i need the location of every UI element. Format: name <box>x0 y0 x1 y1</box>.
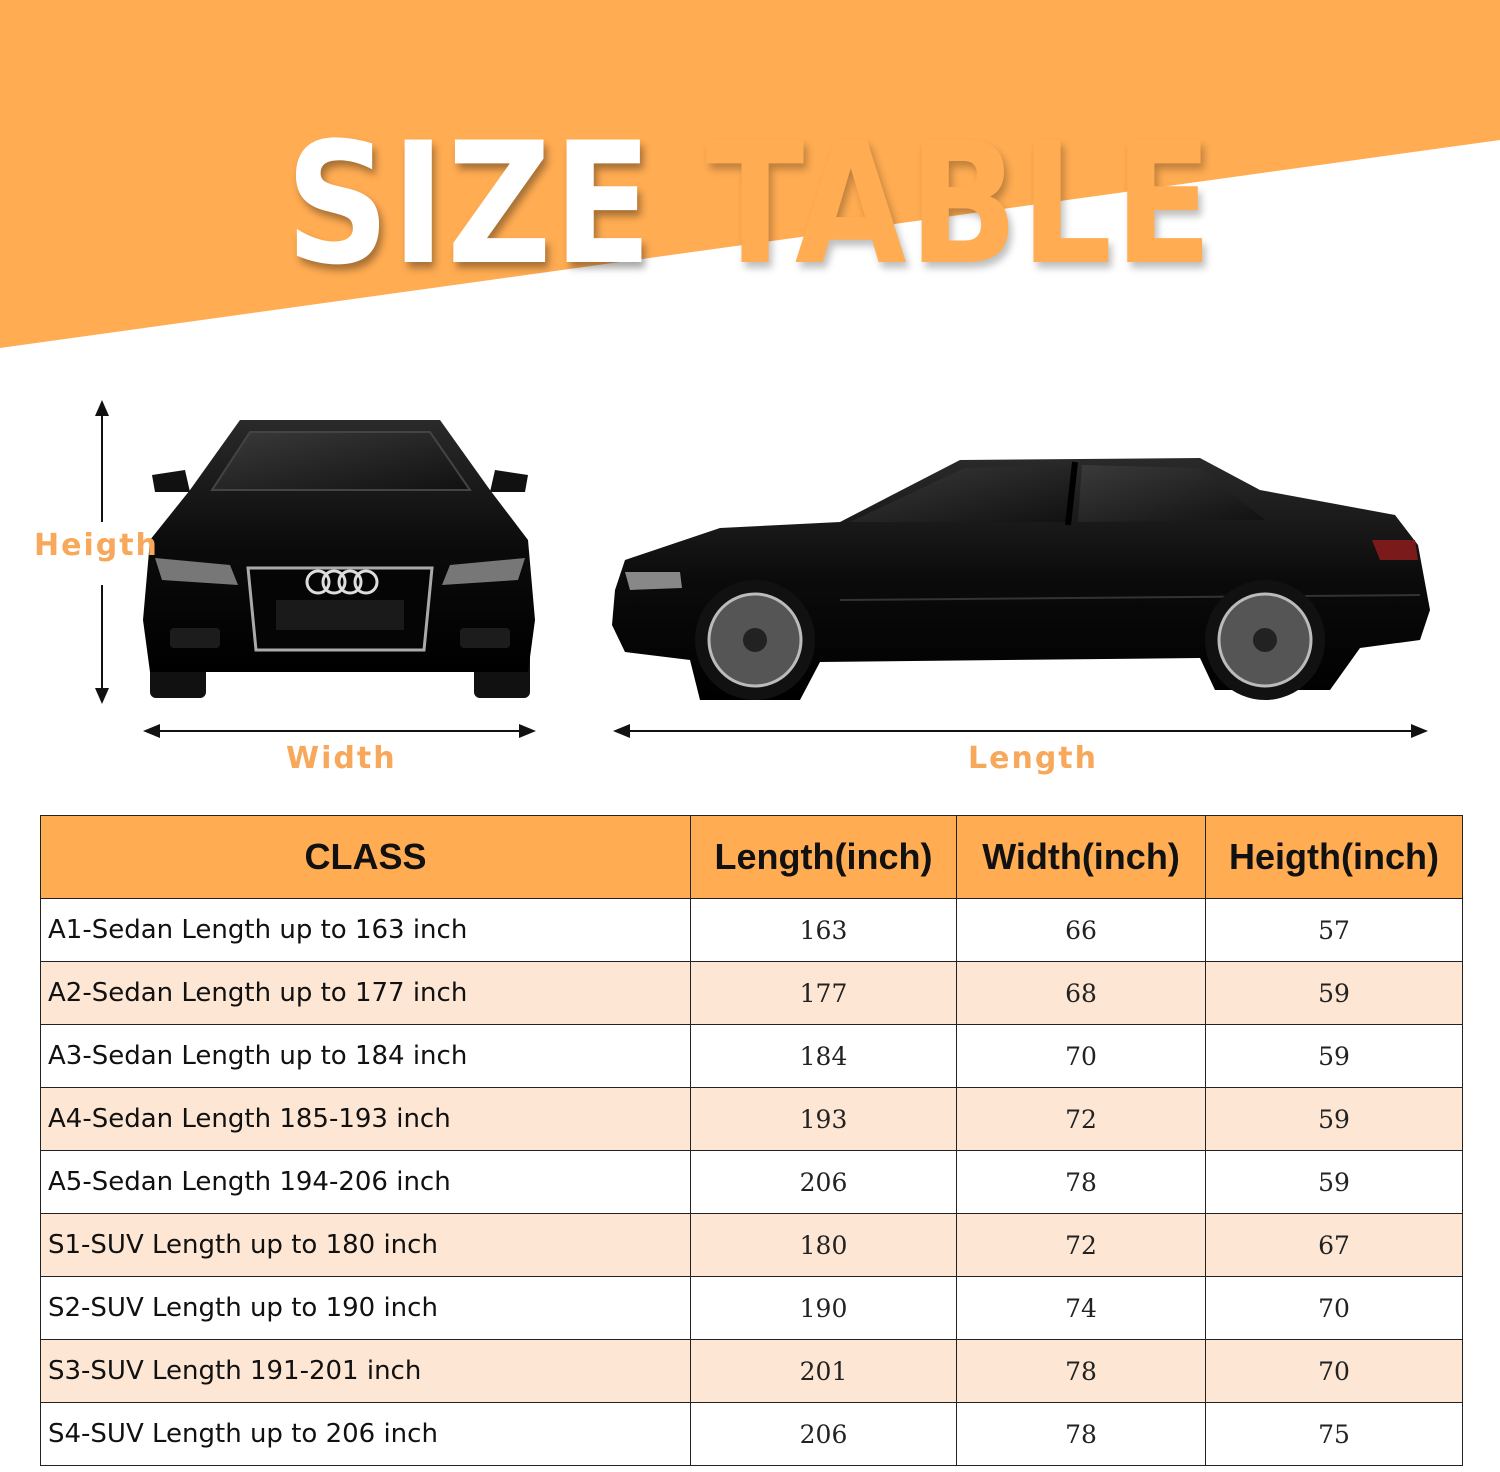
class-cell: A2-Sedan Length up to 177 inch <box>41 962 691 1025</box>
size-table <box>40 815 1463 1466</box>
height-cell: 75 <box>1206 1403 1463 1466</box>
height-cell: 59 <box>1206 1151 1463 1214</box>
height-cell: 59 <box>1206 1025 1463 1088</box>
height-cell: 70 <box>1206 1340 1463 1403</box>
table-row <box>41 1214 1463 1277</box>
length-cell: 206 <box>691 1151 957 1214</box>
length-cell: 206 <box>691 1403 957 1466</box>
width-cell: 78 <box>957 1151 1206 1214</box>
width-cell: 78 <box>957 1340 1206 1403</box>
height-label: Heigth <box>34 528 159 563</box>
width-cell: 68 <box>957 962 1206 1025</box>
title-part-2: TABLE <box>705 106 1215 302</box>
height-cell: 59 <box>1206 962 1463 1025</box>
height-cell: 59 <box>1206 1088 1463 1151</box>
table-row <box>41 1340 1463 1403</box>
class-cell: A5-Sedan Length 194-206 inch <box>41 1151 691 1214</box>
table-row <box>41 962 1463 1025</box>
class-cell: A4-Sedan Length 185-193 inch <box>41 1088 691 1151</box>
class-cell: A1-Sedan Length up to 163 inch <box>41 899 691 962</box>
width-cell: 74 <box>957 1277 1206 1340</box>
width-arrow <box>143 724 536 738</box>
length-cell: 190 <box>691 1277 957 1340</box>
width-cell: 78 <box>957 1403 1206 1466</box>
car-front-view <box>143 420 535 698</box>
length-cell: 163 <box>691 899 957 962</box>
width-cell: 72 <box>957 1088 1206 1151</box>
height-cell: 57 <box>1206 899 1463 962</box>
class-cell: A3-Sedan Length up to 184 inch <box>41 1025 691 1088</box>
length-cell: 177 <box>691 962 957 1025</box>
table-row <box>41 1151 1463 1214</box>
length-cell: 184 <box>691 1025 957 1088</box>
table-row <box>41 1025 1463 1088</box>
class-cell: S3-SUV Length 191-201 inch <box>41 1340 691 1403</box>
length-cell: 201 <box>691 1340 957 1403</box>
table-row <box>41 1088 1463 1151</box>
width-label: Width <box>286 741 397 776</box>
length-cell: 180 <box>691 1214 957 1277</box>
class-cell: S2-SUV Length up to 190 inch <box>41 1277 691 1340</box>
header-length: Length(inch) <box>691 816 957 899</box>
length-cell: 193 <box>691 1088 957 1151</box>
table-row <box>41 1403 1463 1466</box>
header-width: Width(inch) <box>957 816 1206 899</box>
length-label: Length <box>968 741 1098 776</box>
height-cell: 70 <box>1206 1277 1463 1340</box>
header-height: Heigth(inch) <box>1206 816 1463 899</box>
class-cell: S4-SUV Length up to 206 inch <box>41 1403 691 1466</box>
length-arrow <box>613 724 1428 738</box>
header-class: CLASS <box>41 816 691 899</box>
table-row <box>41 899 1463 962</box>
car-side-view <box>612 458 1430 700</box>
title-part-1: SIZE <box>285 106 706 302</box>
width-cell: 70 <box>957 1025 1206 1088</box>
width-cell: 66 <box>957 899 1206 962</box>
table-header-row <box>41 816 1463 899</box>
width-cell: 72 <box>957 1214 1206 1277</box>
class-cell: S1-SUV Length up to 180 inch <box>41 1214 691 1277</box>
height-cell: 67 <box>1206 1214 1463 1277</box>
table-row <box>41 1277 1463 1340</box>
